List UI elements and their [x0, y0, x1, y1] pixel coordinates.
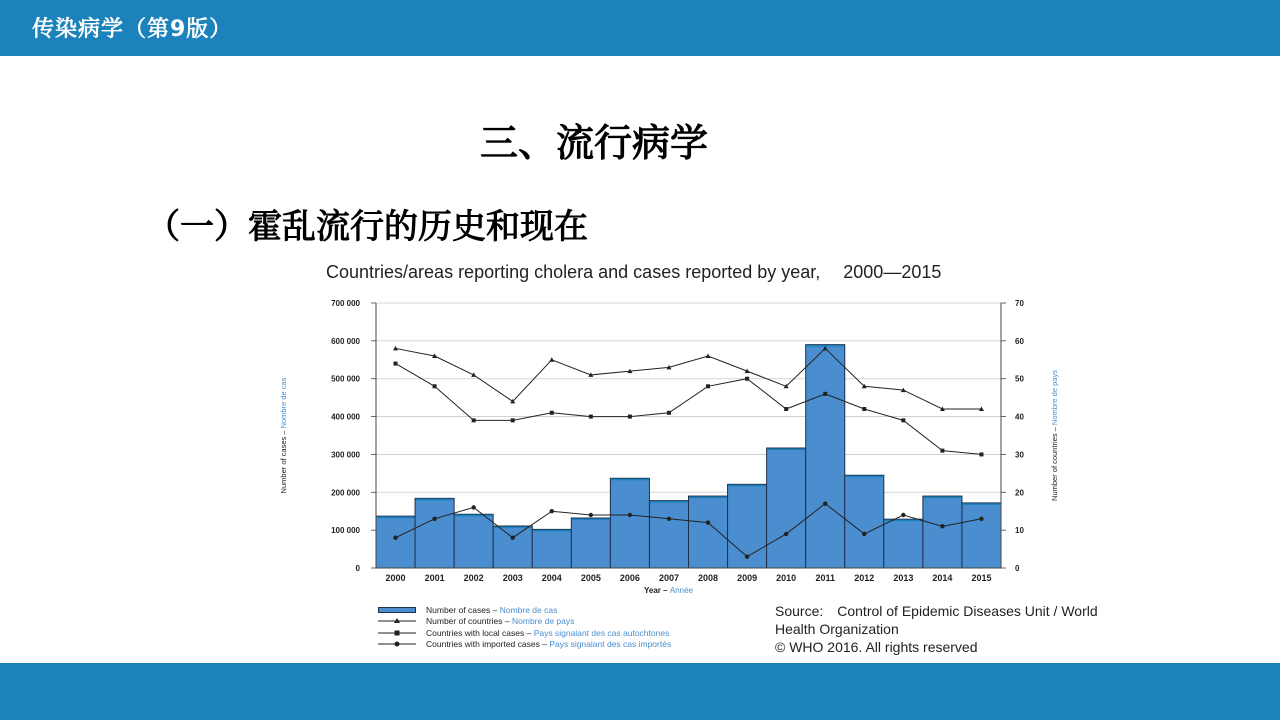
point-circle — [823, 501, 827, 505]
bar-top-band — [572, 519, 610, 521]
left-tick-label: 200 000 — [331, 488, 360, 498]
bar — [610, 478, 649, 568]
bar — [962, 503, 1001, 568]
legend-key-square — [378, 628, 416, 638]
left-tick-label: 400 000 — [331, 412, 360, 422]
bar-top-band — [611, 479, 649, 481]
legend-key-triangle — [378, 616, 416, 626]
bar — [806, 345, 845, 568]
point-square — [589, 415, 593, 419]
point-circle — [901, 513, 905, 517]
bar-top-band — [767, 448, 805, 450]
bar — [689, 496, 728, 568]
legend-key-circle — [378, 639, 416, 649]
bar — [532, 529, 571, 568]
legend-label-local: Countries with local cases — [426, 627, 525, 638]
legend-key-bar — [378, 605, 416, 615]
left-tick-label: 500 000 — [331, 374, 360, 384]
legend-item-cases: Number of cases – Nombre de cas — [378, 604, 671, 616]
bar — [571, 518, 610, 568]
left-tick-label: 600 000 — [331, 336, 360, 346]
x-tick-label: 2000 — [385, 573, 406, 583]
x-tick-label: 2008 — [698, 573, 719, 583]
right-tick-label: 70 — [1015, 299, 1024, 308]
x-tick-label: 2011 — [815, 573, 835, 583]
left-tick-label: 100 000 — [331, 526, 360, 536]
point-square — [667, 411, 671, 415]
point-circle — [745, 554, 749, 558]
x-axis-title: Year – Année — [644, 586, 693, 595]
point-triangle — [393, 346, 398, 351]
bar — [454, 514, 493, 568]
bar-top-band — [650, 501, 688, 503]
point-square — [940, 449, 944, 453]
header-bar — [0, 0, 1280, 56]
left-tick-label: 700 000 — [331, 299, 360, 308]
right-tick-label: 60 — [1015, 336, 1024, 346]
chart-legend — [378, 604, 671, 650]
x-tick-label: 2013 — [893, 573, 914, 583]
bar — [884, 519, 923, 568]
point-circle — [471, 505, 475, 509]
point-square — [901, 418, 905, 422]
point-square — [784, 407, 788, 411]
bar-top-band — [923, 497, 961, 499]
point-square — [511, 418, 515, 422]
point-square — [550, 411, 554, 415]
slide-subtitle: （一）霍乱流行的历史和现在 — [146, 207, 588, 247]
point-circle — [706, 520, 710, 524]
legend-label-countries-fr: Nombre de pays — [512, 616, 575, 627]
point-circle — [979, 517, 983, 521]
source-note — [775, 602, 1115, 656]
x-tick-label: 2014 — [932, 573, 953, 583]
slide-title: 三、流行病学 — [479, 121, 708, 165]
x-tick-label: 2009 — [737, 573, 758, 583]
point-square — [823, 392, 827, 396]
legend-label-countries: Number of countries — [426, 616, 503, 627]
right-tick-label: 10 — [1015, 526, 1024, 536]
right-tick-label: 50 — [1015, 374, 1024, 384]
bar — [493, 526, 532, 568]
right-tick-label: 20 — [1015, 488, 1024, 498]
right-tick-label: 40 — [1015, 412, 1024, 422]
point-square — [394, 362, 398, 366]
point-square — [745, 377, 749, 381]
bar-top-band — [962, 503, 1000, 505]
bar — [376, 516, 415, 568]
bar-top-band — [455, 515, 493, 517]
legend-label-imported-fr: Pays signalant des cas importés — [549, 639, 672, 650]
legend-item-imported: Countries with imported cases – Pays signalant des cas importés — [378, 639, 671, 651]
legend-item-countries: Number of countries – Nombre de pays — [378, 616, 671, 628]
point-square — [433, 384, 437, 388]
header-title: 传染病学（第9版） — [32, 17, 233, 42]
x-tick-label: 2005 — [580, 573, 601, 583]
legend-label-cases-fr: Nombre de cas — [499, 604, 558, 615]
point-triangle — [471, 372, 476, 377]
left-axis-title: Number of cases – Nombre de cas — [279, 377, 288, 494]
point-circle — [511, 536, 515, 540]
point-circle — [589, 513, 593, 517]
x-tick-label: 2004 — [541, 573, 562, 583]
point-circle — [432, 517, 436, 521]
bar-top-band — [416, 499, 454, 501]
chart-caption: Countries/areas reporting cholera and cases reported by year, 2000—2015 — [326, 262, 942, 282]
legend-label-imported: Countries with imported cases — [426, 639, 540, 650]
bar — [415, 498, 454, 568]
source-line-1: Source: Control of Epidemic Diseases Unit / World Health Organization — [775, 603, 1098, 637]
point-circle — [862, 532, 866, 536]
footer-bar — [0, 663, 1280, 720]
cholera-chart — [270, 290, 1090, 600]
series-line-square — [396, 364, 982, 455]
point-circle — [940, 524, 944, 528]
legend-item-local: Countries with local cases – Pays signalant des cas autochtones — [378, 627, 671, 639]
right-tick-label: 30 — [1015, 450, 1024, 460]
bar-top-band — [845, 476, 883, 478]
point-circle — [667, 517, 671, 521]
x-tick-label: 2012 — [854, 573, 875, 583]
right-tick-label: 0 — [1015, 564, 1020, 573]
x-tick-label: 2002 — [463, 573, 484, 583]
bar — [845, 475, 884, 568]
point-circle — [628, 513, 632, 517]
bar — [649, 501, 688, 568]
right-axis-title: Number of countries – Nombre de pays — [1050, 370, 1059, 501]
x-tick-label: 2006 — [619, 573, 640, 583]
legend-label-cases: Number of cases — [426, 604, 491, 615]
point-circle — [550, 509, 554, 513]
point-triangle — [706, 354, 711, 359]
bar-top-band — [377, 517, 415, 519]
x-tick-label: 2001 — [424, 573, 445, 583]
point-triangle — [549, 357, 554, 362]
x-tick-label: 2015 — [971, 573, 992, 583]
left-tick-label: 300 000 — [331, 450, 360, 460]
bar-top-band — [689, 497, 727, 499]
source-line-2: © WHO 2016. All rights reserved — [775, 639, 978, 655]
left-tick-label: 0 — [355, 564, 360, 573]
point-square — [862, 407, 866, 411]
bar — [767, 448, 806, 568]
point-square — [979, 452, 983, 456]
point-circle — [784, 532, 788, 536]
x-tick-label: 2010 — [776, 573, 797, 583]
point-square — [628, 415, 632, 419]
bar-top-band — [728, 485, 766, 487]
x-tick-label: 2007 — [658, 573, 679, 583]
bar — [923, 496, 962, 568]
point-square — [472, 418, 476, 422]
bar-top-band — [533, 530, 571, 532]
point-circle — [393, 536, 397, 540]
x-tick-label: 2003 — [502, 573, 523, 583]
point-square — [706, 384, 710, 388]
legend-label-local-fr: Pays signalant des cas autochtones — [533, 627, 670, 638]
